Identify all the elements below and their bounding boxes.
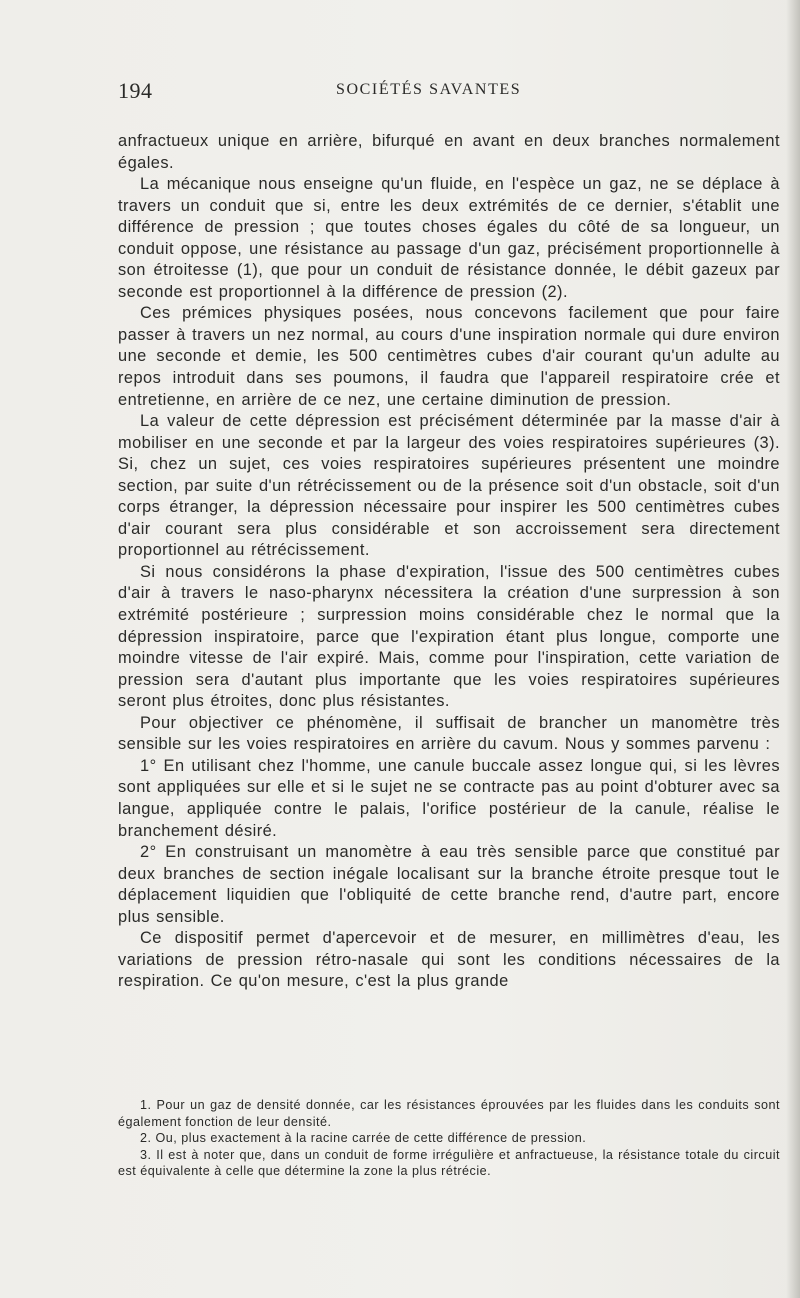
paragraph-8: 2° En construisant un manomètre à eau très sensible parce que constitué par deux branches de section inégale localisant sur la branche étroite presque tout le déplacement liquidien que l'obliquité de cette branche rend, d'autre part, encore plus sensible. xyxy=(118,843,780,926)
body-text xyxy=(118,131,780,993)
footnotes xyxy=(118,1097,780,1180)
footnote-1: 1. Pour un gaz de densité donnée, car les résistances éprouvées par les fluides dans les conduits sont également fonction de leur densité. xyxy=(118,1098,780,1129)
page-edge-shadow xyxy=(786,0,800,1298)
page-header xyxy=(118,78,780,108)
paragraph-9: Ce dispositif permet d'apercevoir et de mesurer, en millimètres d'eau, les variations de pression rétro-nasale qui sont les conditions nécessaires de la respiration. Ce qu'on mesure, c'est la plus grande xyxy=(118,929,780,991)
page-number: 194 xyxy=(118,78,153,103)
footnote-3: 3. Il est à noter que, dans un conduit de forme irrégulière et anfractueuse, la résistance totale du circuit est équivalente à celle que détermine la zone la plus rétrécie. xyxy=(118,1147,780,1179)
paragraph-2: La mécanique nous enseigne qu'un fluide, en l'espèce un gaz, ne se déplace à travers un conduit que si, entre les deux extrémités de ce dernier, s'établit une différence de pression ; que toutes choses égales du côté de sa longueur, un conduit oppose, une résistance au passage d'un gaz, précisément proportionnelle à son étroitesse (1), que pour un conduit de résistance donnée, le débit gazeux par seconde est proportionnel à la différence de pression (2). xyxy=(118,175,780,301)
paragraph-5: Si nous considérons la phase d'expiration, l'issue des 500 centimètres cubes d'air à travers le naso-pharynx nécessitera la création d'une surpression à son extrémité postérieure ; surpression moins considérable chez le normal que la dépression inspiratoire, parce que l'expiration étant plus longue, comporte une moindre vitesse de l'air expiré. Mais, comme pour l'inspiration, cette variation de pression sera d'autant plus importante que les voies respiratoires supérieures seront plus étroites, donc plus résistantes. xyxy=(118,562,780,711)
paragraph-1: anfractueux unique en arrière, bifurqué en avant en deux branches normalement égales. xyxy=(118,132,780,172)
running-title: SOCIÉTÉS SAVANTES xyxy=(336,81,522,98)
footnote-2: 2. Ou, plus exactement à la racine carrée de cette différence de pression. xyxy=(140,1131,587,1146)
paragraph-4: La valeur de cette dépression est précisément déterminée par la masse d'air à mobiliser en une seconde et par la largeur des voies respiratoires supérieures (3). Si, chez un sujet, ces voies respiratoires supérieures présentent une moindre section, par suite d'un rétrécissement ou de la présence soit d'un obstacle, soit d'un corps étranger, la dépression nécessaire pour inspirer les 500 centimètres cubes d'air courant sera plus considérable et son accroissement sera directement proportionnel au rétrécissement. xyxy=(118,412,780,560)
paragraph-6: Pour objectiver ce phénomène, il suffisait de brancher un manomètre très sensible sur les voies respiratoires en arrière du cavum. Nous y sommes parvenu : xyxy=(118,713,780,754)
paragraph-3: Ces prémices physiques posées, nous concevons facilement que pour faire passer à travers un nez normal, au cours d'une inspiration normale qui dure environ une seconde et demie, les 500 centimètres cubes d'air courant qu'un adulte au repos introduit dans ses poumons, il faudra que l'appareil respiratoire crée et entretienne, en arrière de ce nez, une certaine diminution de pression. xyxy=(118,304,780,409)
paragraph-7: 1° En utilisant chez l'homme, une canule buccale assez longue qui, si les lèvres sont appliquées sur elle et si le sujet ne se contracte pas au point d'obturer avec sa langue, appliquée contre le palais, l'orifice postérieur de la canule, réalise le branchement désiré. xyxy=(118,756,780,840)
